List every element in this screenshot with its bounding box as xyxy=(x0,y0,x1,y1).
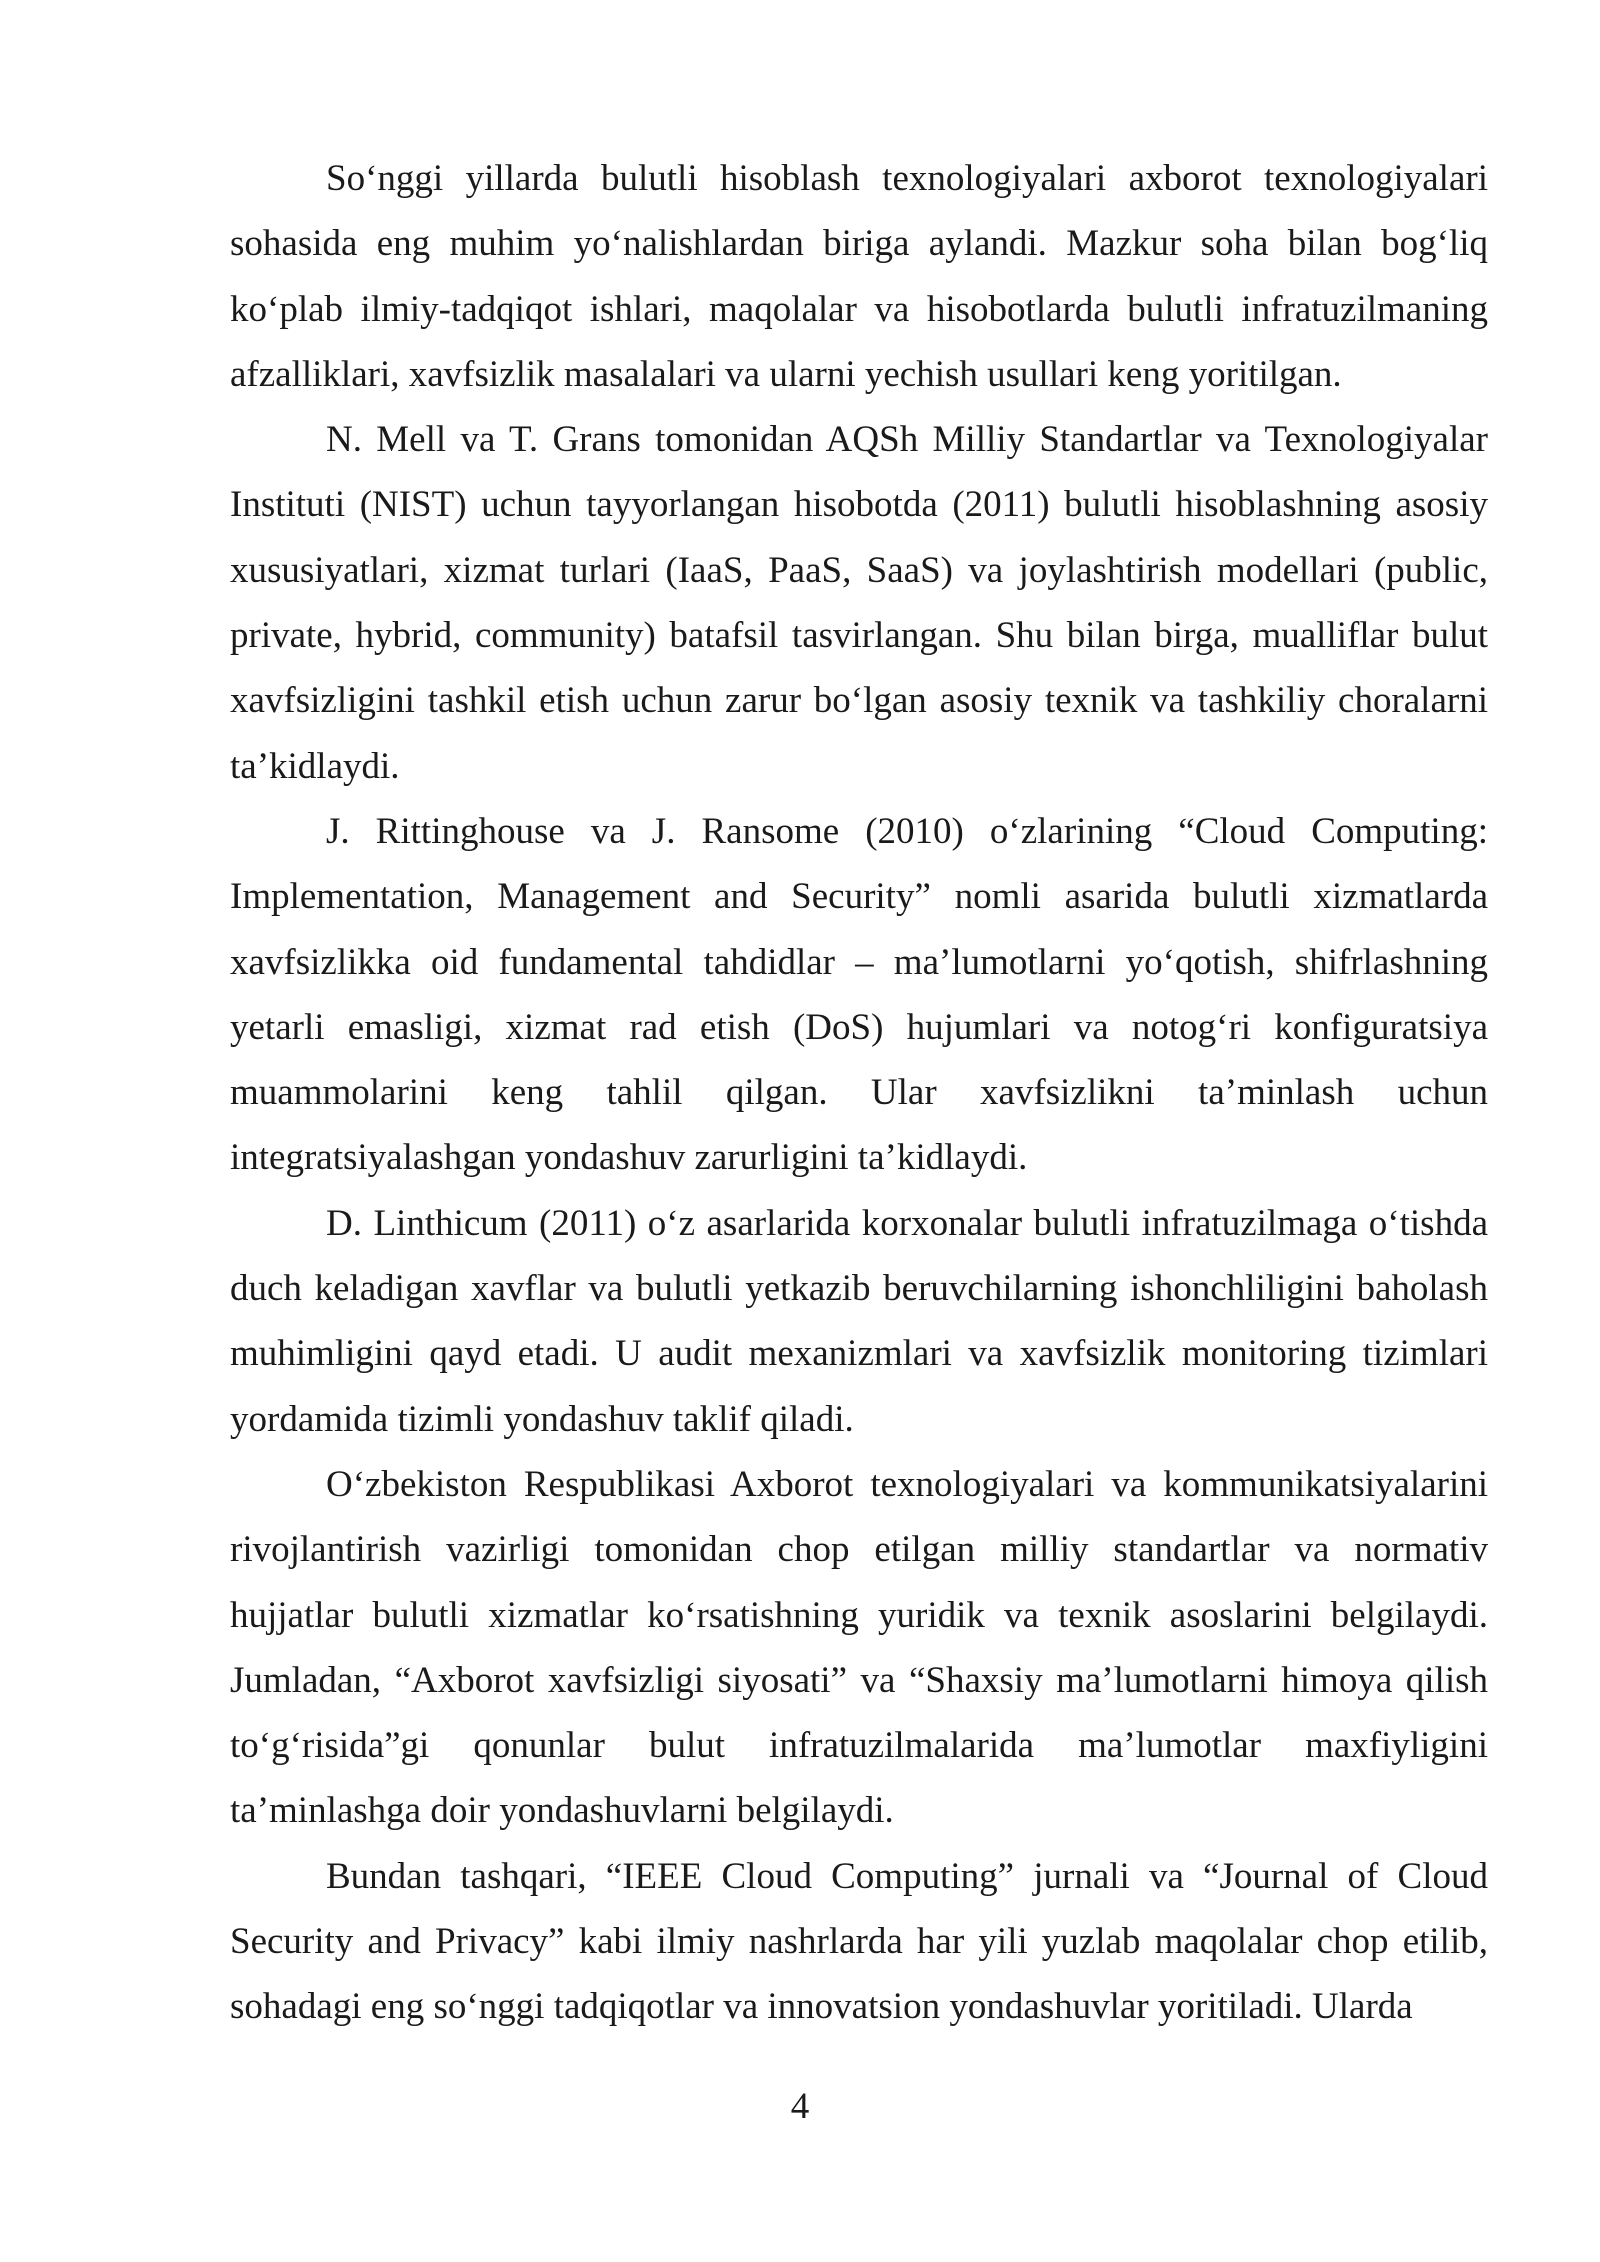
page-body xyxy=(230,146,1488,2040)
paragraph-2: N. Mell va T. Grans tomonidan AQSh Milliy Standartlar va Texnologiyalar Instituti (NIST) uchun tayyorlangan hisobotda (2011) bulutli hisoblashning asosiy xususiyatlari, xizmat turlari (IaaS, PaaS, SaaS) va joylashtirish modellari (public, private, hybrid, community) batafsil tasvirlangan. Shu bilan birga, mualliflar bulut xavfsizligini tashkil etish uchun zarur bo‘lgan asosiy texnik va tashkiliy choralarni ta’kidlaydi. xyxy=(230,419,1488,787)
paragraph-3: J. Rittinghouse va J. Ransome (2010) o‘zlarining “Cloud Computing: Implementation, Management and Security” nomli asarida bulutli xizmatlarda xavfsizlikka oid fundamental tahdidlar – ma’lumotlarni yo‘qotish, shifrlashning yetarli emasligi, xizmat rad etish (DoS) hujumlari va notog‘ri konfiguratsiya muammolarini keng tahlil qilgan. Ular xavfsizlikni ta’minlash uchun integratsiyalashgan yondashuv zarurligini ta’kidlaydi. xyxy=(230,810,1488,1179)
paragraph-1: So‘nggi yillarda bulutli hisoblash texnologiyalari axborot texnologiyalari sohasida eng muhim yo‘nalishlardan biriga aylandi. Mazkur soha bilan bog‘liq ko‘plab ilmiy-tadqiqot ishlari, maqolalar va hisobotlarda bulutli infratuzilmaning afzalliklari, xavfsizlik masalalari va ularni yechish usullari keng yoritilgan. xyxy=(230,158,1488,395)
paragraph-4: D. Linthicum (2011) o‘z asarlarida korxonalar bulutli infratuzilmaga o‘tishda duch keladigan xavflar va bulutli yetkazib beruvchilarning ishonchliligini baholash muhimligini qayd etadi. U audit mexanizmlari va xavfsizlik monitoring tizimlari yordamida tizimli yondashuv taklif qiladi. xyxy=(230,1202,1488,1440)
paragraph-6: Bundan tashqari, “IEEE Cloud Computing” jurnali va “Journal of Cloud Security and Privacy” kabi ilmiy nashrlarda har yili yuzlab maqolalar chop etilib, sohadagi eng so‘nggi tadqiqotlar va innovatsion yondashuvlar yoritiladi. Ularda xyxy=(230,1855,1488,2028)
paragraph-5: O‘zbekiston Respublikasi Axborot texnologiyalari va kommunikatsiyalarini rivojlantirish vazirligi tomonidan chop etilgan milliy standartlar va normativ hujjatlar bulutli xizmatlar ko‘rsatishning yuridik va texnik asoslarini belgilaydi. Jumladan, “Axborot xavfsizligi siyosati” va “Shaxsiy ma’lumotlarni himoya qilish to‘g‘risida”gi qonunlar bulut infratuzilmalarida ma’lumotlar maxfiyligini ta’minlashga doir yondashuvlarni belgilaydi. xyxy=(230,1463,1488,1832)
page-number: 4 xyxy=(790,2086,810,2127)
